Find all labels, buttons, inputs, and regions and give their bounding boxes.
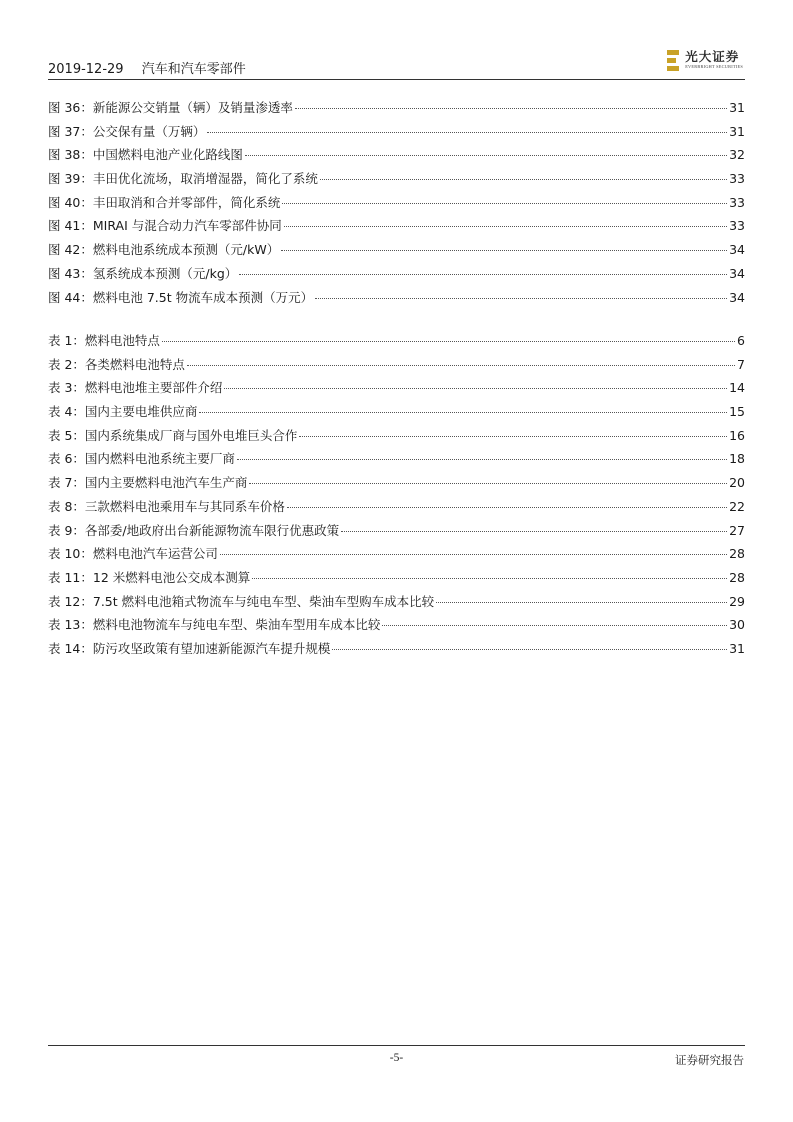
table-toc-entry[interactable]: [48, 402, 745, 426]
table-toc-entry[interactable]: [48, 449, 745, 473]
toc-dot-leader: [207, 132, 727, 133]
toc-entry-title[interactable]: 图 36：新能源公交销量（辆）及销量渗透率: [48, 100, 293, 115]
toc-entry-page[interactable]: 30: [729, 617, 745, 633]
toc-entry-page[interactable]: 31: [729, 640, 745, 656]
toc-entry-title[interactable]: 图 37：公交保有量（万辆）: [48, 123, 206, 139]
figure-toc-entry[interactable]: [48, 98, 745, 122]
toc-dot-leader: [187, 365, 735, 366]
table-toc-entry[interactable]: [48, 355, 745, 379]
toc-entry-title[interactable]: 图 42：燃料电池系统成本预测（元/kW）: [48, 242, 280, 258]
toc-dot-leader: [199, 412, 727, 413]
toc-dot-leader: [382, 625, 727, 626]
toc-entry-page[interactable]: 20: [729, 475, 745, 491]
figure-toc-entry[interactable]: [48, 169, 745, 193]
toc-entry-title[interactable]: 表 7：国内主要燃料电池汽车生产商: [48, 475, 248, 491]
toc-entry-title[interactable]: 表 3：燃料电池堆主要部件介绍: [48, 380, 223, 396]
footer-divider: [48, 1045, 745, 1046]
logo-english-name: EVERBRIGHT SECURITIES: [685, 64, 743, 69]
toc-dot-leader: [436, 602, 727, 603]
toc-dot-leader: [341, 531, 727, 532]
toc-dot-leader: [287, 507, 727, 508]
page-number: -5-: [389, 1052, 404, 1064]
toc-entry-page[interactable]: 33: [729, 194, 745, 210]
table-toc-entry[interactable]: [48, 568, 745, 592]
table-toc-entry[interactable]: [48, 473, 745, 497]
toc-dot-leader: [320, 179, 727, 180]
toc-entry-title[interactable]: 图 43：氢系统成本预测（元/kg）: [48, 265, 238, 281]
toc-entry-page[interactable]: 16: [729, 427, 745, 443]
table-toc-entry[interactable]: [48, 592, 745, 616]
toc-entry-title[interactable]: 表 1：燃料电池特点: [48, 333, 160, 348]
table-toc-entry[interactable]: [48, 521, 745, 545]
figure-toc-entry[interactable]: [48, 122, 745, 146]
toc-entry-title[interactable]: 表 6：国内燃料电池系统主要厂商: [48, 451, 235, 467]
toc-entry-page[interactable]: 29: [729, 593, 745, 609]
toc-entry-title[interactable]: 表 9：各部委/地政府出台新能源物流车限行优惠政策: [48, 522, 340, 538]
toc-entry-title[interactable]: 表 11：12 米燃料电池公交成本测算: [48, 569, 251, 585]
report-category: 汽车和汽车零部件: [141, 62, 246, 77]
toc-dot-leader: [224, 388, 727, 389]
figure-toc-entry[interactable]: [48, 264, 745, 288]
toc-entry-title[interactable]: 图 38：中国燃料电池产业化路线图: [48, 147, 243, 163]
toc-dot-leader: [245, 155, 727, 156]
table-toc-entry[interactable]: [48, 639, 745, 663]
table-toc-entry[interactable]: [48, 426, 745, 450]
header-divider: [48, 79, 745, 80]
toc-entry-title[interactable]: 表 13：燃料电池物流车与纯电车型、柴油车型用车成本比较: [48, 617, 381, 633]
toc-dot-leader: [332, 649, 727, 650]
figure-toc-entry[interactable]: [48, 288, 745, 312]
toc-entry-page[interactable]: 22: [729, 498, 745, 514]
toc-entry-title[interactable]: 表 8：三款燃料电池乘用车与其同系车价格: [48, 498, 285, 514]
toc-dot-leader: [295, 108, 727, 109]
toc-entry-page[interactable]: 7: [737, 356, 745, 372]
toc-entry-page[interactable]: 18: [729, 451, 745, 467]
table-toc-entry[interactable]: [48, 497, 745, 521]
toc-entry-page[interactable]: 33: [729, 171, 745, 187]
toc-dot-leader: [299, 436, 727, 437]
toc-dot-leader: [281, 250, 727, 251]
toc-entry-title[interactable]: 表 4：国内主要电堆供应商: [48, 404, 198, 420]
toc-entry-page[interactable]: 6: [737, 333, 745, 348]
logo-e-icon: [667, 50, 681, 72]
toc-entry-title[interactable]: 图 41：MIRAI 与混合动力汽车零部件协同: [48, 218, 282, 234]
toc-dot-leader: [239, 274, 727, 275]
table-toc-entry[interactable]: [48, 544, 745, 568]
toc-dot-leader: [249, 483, 727, 484]
toc-dot-leader: [284, 226, 727, 227]
toc-entry-page[interactable]: 27: [729, 522, 745, 538]
toc-entry-page[interactable]: 34: [729, 242, 745, 258]
toc-entry-title[interactable]: 表 12：7.5t 燃料电池箱式物流车与纯电车型、柴油车型购车成本比较: [48, 593, 435, 609]
toc-entry-title[interactable]: 图 39：丰田优化流场，取消增湿器，简化了系统: [48, 171, 318, 187]
toc-dot-leader: [237, 459, 727, 460]
toc-entry-title[interactable]: 图 44：燃料电池 7.5t 物流车成本预测（万元）: [48, 289, 314, 305]
toc-entry-title[interactable]: 表 10：燃料电池汽车运营公司: [48, 546, 218, 562]
toc-entry-page[interactable]: 14: [729, 380, 745, 396]
figure-list: [48, 98, 745, 311]
toc-dot-leader: [220, 554, 727, 555]
table-toc-entry[interactable]: [48, 378, 745, 402]
toc-dot-leader: [282, 203, 727, 204]
figure-toc-entry[interactable]: [48, 216, 745, 240]
toc-entry-title[interactable]: 图 40：丰田取消和合并零部件，简化系统: [48, 194, 281, 210]
toc-entry-title[interactable]: 表 14：防污攻坚政策有望加速新能源汽车提升规模: [48, 640, 331, 656]
toc-entry-page[interactable]: 32: [729, 147, 745, 163]
report-date: 2019-12-29: [48, 62, 124, 77]
toc-entry-page[interactable]: 34: [729, 265, 745, 281]
toc-entry-page[interactable]: 31: [729, 123, 745, 139]
page-header: [48, 50, 745, 80]
toc-entry-title[interactable]: 表 2：各类燃料电池特点: [48, 356, 185, 372]
toc-dot-leader: [162, 341, 735, 342]
toc-dot-leader: [315, 298, 727, 299]
figure-toc-entry[interactable]: [48, 240, 745, 264]
toc-entry-page[interactable]: 33: [729, 218, 745, 234]
toc-entry-title[interactable]: 表 5：国内系统集成厂商与国外电堆巨头合作: [48, 427, 298, 443]
logo-chinese-name: 光大证券: [685, 49, 740, 64]
figure-toc-entry[interactable]: [48, 145, 745, 169]
everbright-logo: [667, 50, 743, 76]
table-toc-entry[interactable]: [48, 331, 745, 355]
footer-label: 证券研究报告: [675, 1053, 744, 1067]
toc-entry-page[interactable]: 28: [729, 546, 745, 562]
table-list: [48, 331, 745, 663]
toc-entry-page[interactable]: 28: [729, 569, 745, 585]
header-left: [48, 58, 260, 77]
toc-entry-page[interactable]: 31: [729, 100, 745, 115]
toc-entry-page[interactable]: 15: [729, 404, 745, 420]
figure-toc-entry[interactable]: [48, 193, 745, 217]
toc-entry-page[interactable]: 34: [729, 289, 745, 305]
table-toc-entry[interactable]: [48, 615, 745, 639]
toc-dot-leader: [252, 578, 727, 579]
